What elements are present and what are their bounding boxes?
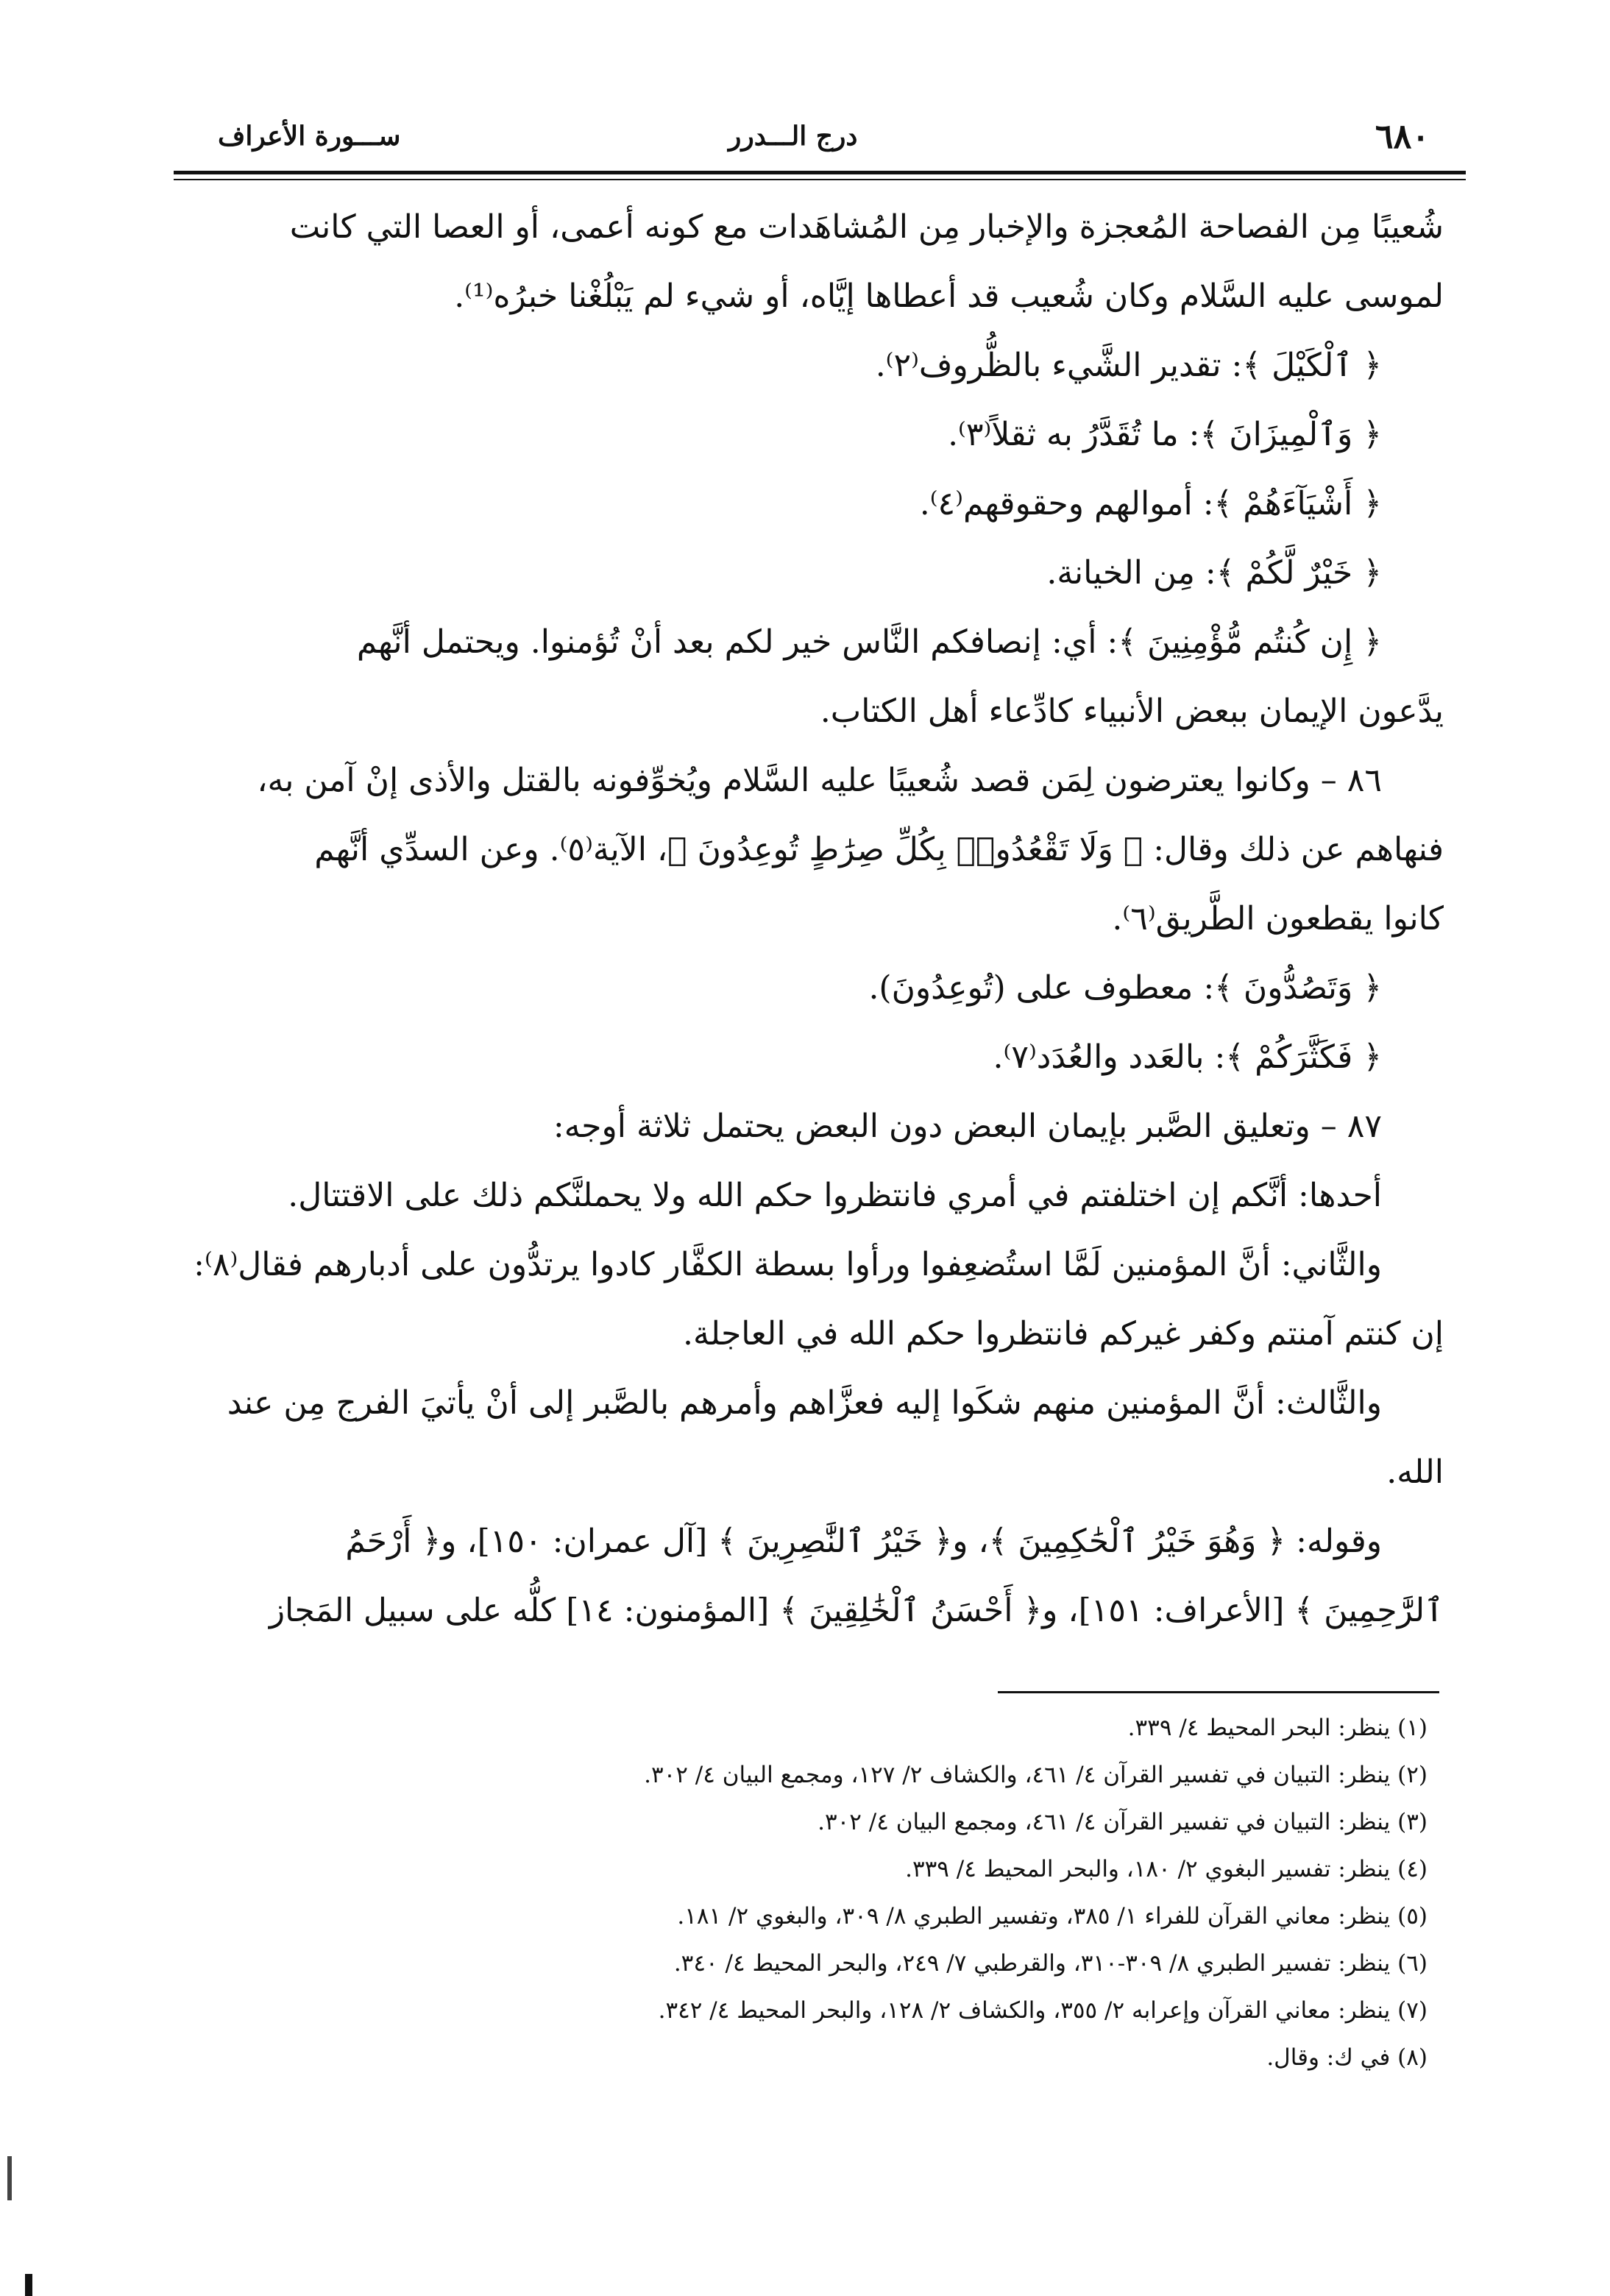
scan-edge-mark [7,2156,12,2200]
footnote: (٦) ينظر: تفسير الطبري ٨/ ٣٠٩-٣١٠، والقرطبي ٧/ ٢٤٩، والبحر المحيط ٤/ ٣٤٠. [673,1950,1428,1977]
footnote: (٥) ينظر: معاني القرآن للفراء ١/ ٣٨٥، وتفسير الطبري ٨/ ٣٠٩، والبغوي ٢/ ١٨١. [677,1903,1428,1930]
footnote: (١) ينظر: البحر المحيط ٤/ ٣٣٩. [1127,1715,1428,1741]
text-line: والثَّالث: أنَّ المؤمنين منهم شكَوا إليه فعزَّاهم وأمرهم بالصَّبر إلى أنْ يأتيَ الفرج مِن عند [227,1384,1382,1422]
text-line: ٨٧ – وتعليق الصَّبر بإيمان البعض دون البعض يحتمل ثلاثة أوجه: [553,1108,1382,1145]
header-rule-thick [174,171,1466,174]
text-line: يدَّعون الإيمان ببعض الأنبياء كادِّعاء أهل الكتاب. [820,692,1444,730]
text-line: فنهاهم عن ذلك وقال: ﴿ وَلَا تَقْعُدُوا۟ بِكُلِّ صِرَٰطٍ تُوعِدُونَ ﴾، الآية⁽٥⁾. وعن السدِّي أنَّهم [314,831,1444,868]
text-line: أحدها: أنَّكم إن اختلفتم في أمري فانتظروا حكم الله ولا يحملنَّكم ذلك على الاقتتال. [288,1177,1382,1214]
text-line: وقوله: ﴿ وَهُوَ خَيْرُ ٱلْحَٰكِمِينَ ﴾، و﴿ خَيْرُ ٱلنَّٰصِرِينَ ﴾ [آل عمران: ١٥٠]، و﴿ أَرْحَمُ [345,1523,1382,1560]
footnote: (٨) في ك: وقال. [1266,2044,1428,2071]
text-line: شُعيبًا مِن الفصاحة المُعجزة والإخبار مِن المُشاهَدات مع كونه أعمى، أو العصا التي كانت [289,208,1444,246]
text-line: ﴿ وَتَصُدُّونَ ﴾: معطوف على (تُوعِدُونَ). [868,969,1382,1007]
text-line: والثَّاني: أنَّ المؤمنين لَمَّا استُضعِفوا ورأوا بسطة الكفَّار كادوا يرتدُّون على أدبارهم فقال⁽٨⁾: [194,1246,1382,1283]
footnote: (٤) ينظر: تفسير البغوي ٢/ ١٨٠، والبحر المحيط ٤/ ٣٣٩. [905,1856,1428,1882]
text-line: ﴿ ٱلْكَيْلَ ﴾: تقدير الشَّيء بالظُّروف⁽٢⁾. [875,347,1382,384]
surah-title: ســـورة الأعراف [218,121,401,152]
scan-edge-mark [25,2274,32,2296]
page-number: ٦٨٠ [1375,116,1430,156]
text-line: كانوا يقطعون الطَّريق⁽٦⁾. [1112,900,1444,938]
main-text [182,193,1444,1645]
text-line: إن كنتم آمنتم وكفر غيركم فانتظروا حكم الله في العاجلة. [682,1315,1444,1353]
text-line: ٱلرَّٰحِمِينَ ﴾ [الأعراف: ١٥١]، و﴿ أَحْسَنُ ٱلْخَٰلِقِينَ ﴾ [المؤمنون: ١٤] كلُّه على سبيل المَجاز [269,1592,1444,1629]
text-line: ﴿ أَشْيَآءَهُمْ ﴾: أموالهم وحقوقهم⁽٤⁾. [919,485,1382,522]
text-line: الله. [1386,1453,1444,1491]
footnotes [441,1704,1428,2081]
text-line: ﴿ فَكَثَّرَكُمْ ﴾: بالعَدد والعُدَد⁽٧⁾. [993,1038,1382,1076]
footnote-separator [998,1691,1439,1693]
footnote: (٣) ينظر: التبيان في تفسير القرآن ٤/ ٤٦١، ومجمع البيان ٤/ ٣٠٢. [818,1809,1428,1835]
text-line: ﴿ وَٱلْمِيزَانَ ﴾: ما تُقَدَّرُ به ثقلاً⁽٣⁾. [948,416,1382,453]
header-rule-thin [174,179,1466,180]
text-line: ﴿ إِن كُنتُم مُّؤْمِنِينَ ﴾: أي: إنصافكم النَّاس خير لكم بعد أنْ تُؤمنوا. ويحتمل أنَّهم [356,623,1382,661]
footnote: (٧) ينظر: معاني القرآن وإعرابه ٢/ ٣٥٥، والكشاف ٢/ ١٢٨، والبحر المحيط ٤/ ٣٤٢. [658,1997,1428,2024]
footnote: (٢) ينظر: التبيان في تفسير القرآن ٤/ ٤٦١، والكشاف ٢/ ١٢٧، ومجمع البيان ٤/ ٣٠٢. [644,1762,1428,1788]
text-line: ٨٦ – وكانوا يعترضون لِمَن قصد شُعيبًا عليه السَّلام ويُخوِّفونه بالقتل والأذى إنْ آمن به، [257,762,1382,799]
book-title: درج الـــدرر [728,121,858,152]
text-line: لموسى عليه السَّلام وكان شُعيب قد أعطاها إيَّاه، أو شيء لم يَبْلُغْنا خبرُه⁽¹⁾. [454,277,1444,315]
text-line: ﴿ خَيْرٌ لَّكُمْ ﴾: مِن الخيانة. [1046,554,1382,592]
